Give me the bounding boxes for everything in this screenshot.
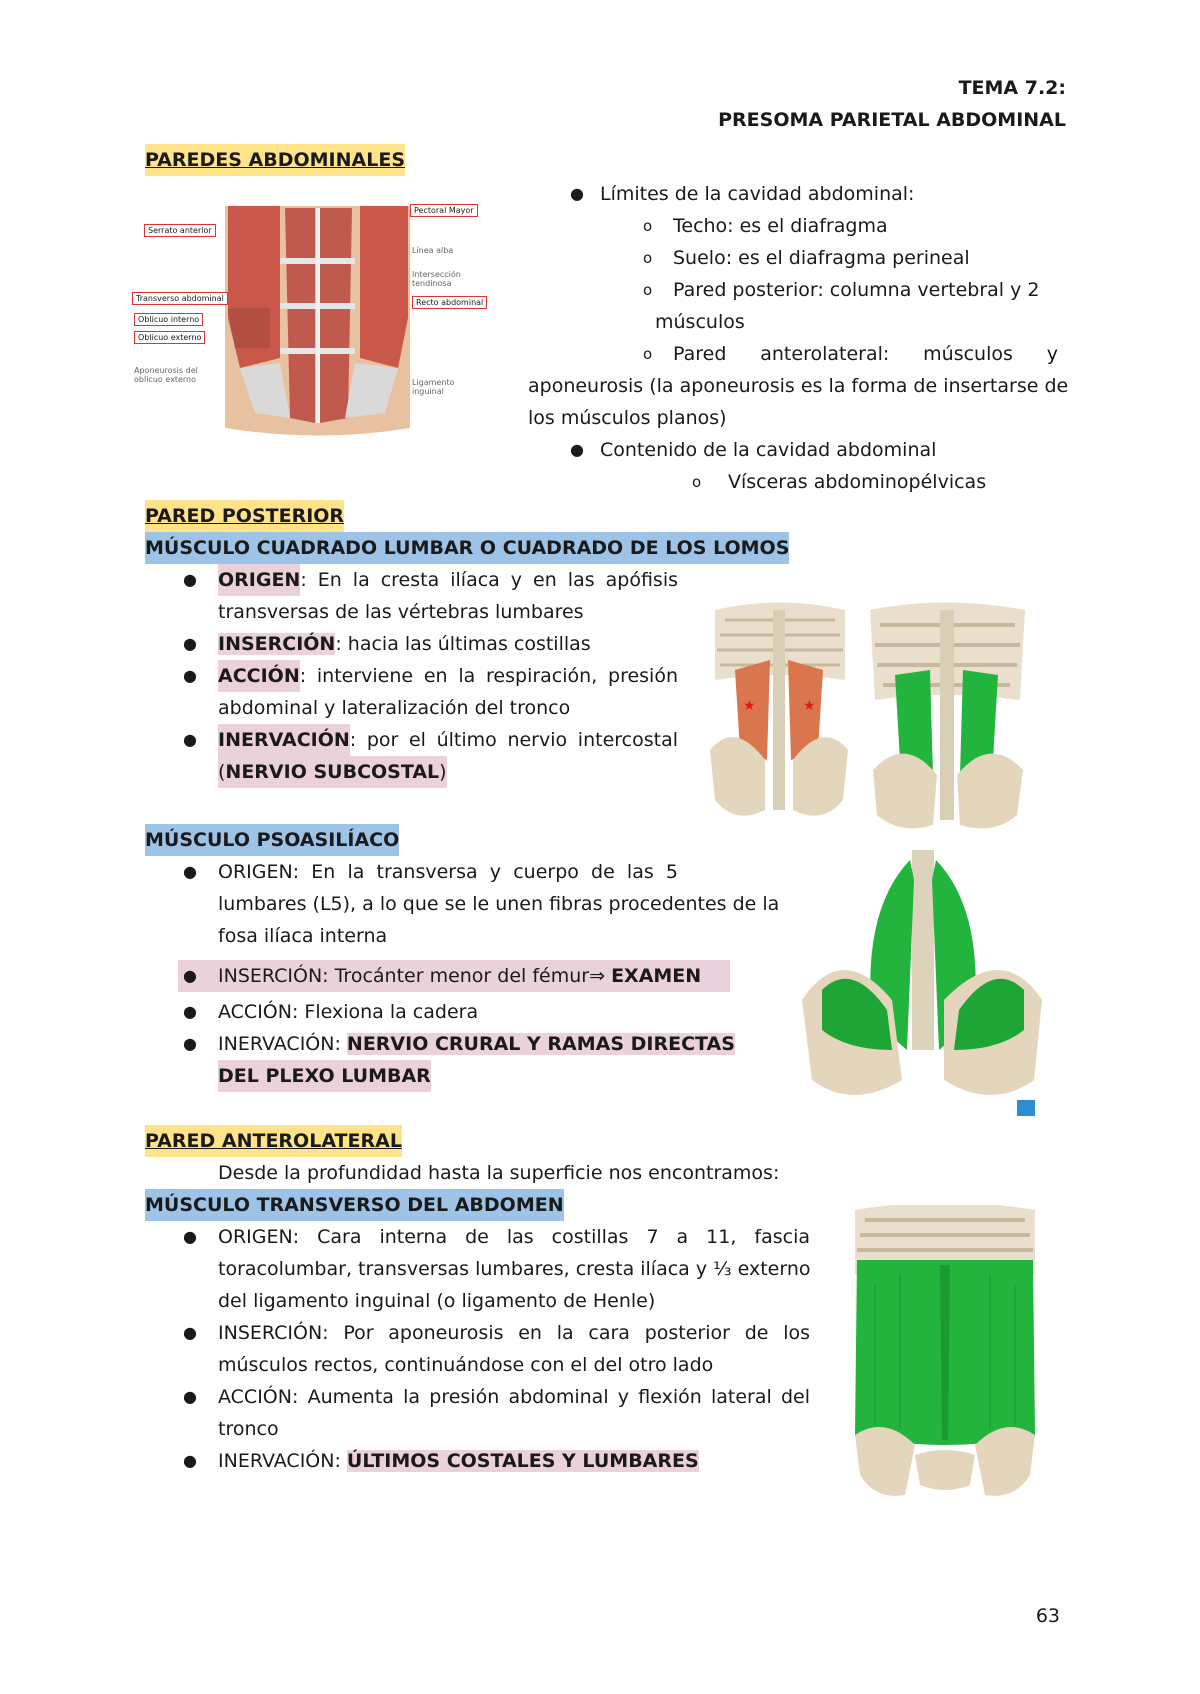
origen-label: ORIGEN [218, 564, 300, 596]
psoas-figure [792, 850, 1052, 1125]
cuadrado-inervacion [218, 724, 678, 756]
sub-bullet: o [643, 217, 653, 235]
psoas-insercion: INSERCIÓN: Trocánter menor del fémur⇒ EXAMEN [218, 965, 702, 987]
accion-label: ACCIÓN [218, 660, 300, 692]
muscle-heading-cuadrado: MÚSCULO CUADRADO LUMBAR O CUADRADO DE LOS LOMOS [145, 532, 789, 564]
bullet: ● [183, 1034, 197, 1053]
psoas-inervacion-2: DEL PLEXO LUMBAR [218, 1060, 431, 1092]
transverso-accion-2: tronco [218, 1418, 279, 1440]
pared-anterolateral-text: Pared anterolateral: músculos y [673, 343, 1058, 365]
inervacion-label: INERVACIÓN [218, 724, 350, 756]
pared-posterior-text: Pared posterior: columna vertebral y 2 [673, 279, 1040, 301]
bullet: ● [183, 570, 197, 589]
bullet: ● [183, 634, 197, 653]
bullet: ● [183, 862, 197, 881]
pared-anterolateral-text-2: aponeurosis (la aponeurosis es la forma de insertarse de [528, 375, 1069, 397]
transverso-inervacion: INERVACIÓN: ÚLTIMOS COSTALES Y LUMBARES [218, 1450, 699, 1472]
label-serrato-anterior: Serrato anterior [144, 224, 216, 237]
bullet: ● [183, 1387, 197, 1406]
cuadrado-inervacion-2: (NERVIO SUBCOSTAL) [218, 756, 447, 788]
examen-tag: EXAMEN [611, 965, 702, 987]
nervio-subcostal: NERVIO SUBCOSTAL [225, 761, 440, 783]
abdominal-wall-figure [130, 198, 500, 443]
cuadrado-insercion [218, 628, 591, 660]
bullet: ● [183, 666, 197, 685]
section-heading-posterior: PARED POSTERIOR [145, 500, 344, 532]
cuadrado-origen-2: transversas de las vértebras lumbares [218, 601, 584, 623]
accion-text: : interviene en la respiración, presión [299, 665, 678, 687]
bullet: ● [183, 1451, 197, 1470]
sub-bullet: o [692, 473, 702, 491]
bullet: ● [183, 1323, 197, 1342]
marker-right: ★ [803, 698, 816, 714]
muscle-heading-psoas: MÚSCULO PSOASILÍACO [145, 824, 399, 856]
label-interseccion: Intersección tendinosa [412, 270, 461, 288]
header-title: PRESOMA PARIETAL ABDOMINAL [718, 109, 1066, 131]
pared-anterolateral-text-3: los músculos planos) [528, 407, 727, 429]
sub-bullet: o [643, 345, 653, 363]
sub-bullet: o [643, 281, 653, 299]
page-number: 63 [1035, 1605, 1060, 1627]
section-heading-anterolateral: PARED ANTEROLATERAL [145, 1125, 402, 1157]
suelo-text: Suelo: es el diafragma perineal [673, 247, 970, 269]
arrow-icon: ⇒ [589, 965, 606, 987]
limites-text: Límites de la cavidad abdominal: [600, 183, 915, 205]
insercion-text: : hacia las últimas costillas [335, 633, 591, 655]
cuadrado-accion-2: abdominal y lateralización del tronco [218, 697, 571, 719]
bullet: ● [570, 440, 584, 459]
techo-text: Techo: es el diafragma [673, 215, 888, 237]
visceras-text: Vísceras abdominopélvicas [728, 471, 987, 493]
psoas-origen: ORIGEN: En la transversa y cuerpo de las 5 [218, 861, 678, 883]
nervio-crural: NERVIO CRURAL Y RAMAS DIRECTAS [346, 1033, 735, 1055]
psoas-accion: ACCIÓN: Flexiona la cadera [218, 1001, 479, 1023]
ultimos-costales: ÚLTIMOS COSTALES Y LUMBARES [346, 1450, 699, 1472]
psoas-illustration [792, 850, 1052, 1125]
marker-left: ★ [743, 698, 756, 714]
bullet: ● [183, 1227, 197, 1246]
transverso-insercion-2: músculos rectos, continuándose con el del otro lado [218, 1354, 714, 1376]
contenido-text: Contenido de la cavidad abdominal [600, 439, 937, 461]
transverso-accion: ACCIÓN: Aumenta la presión abdominal y flexión lateral del [218, 1386, 810, 1408]
bullet: ● [183, 1002, 197, 1021]
section-heading-paredes: PAREDES ABDOMINALES [145, 144, 405, 176]
header-tema: TEMA 7.2: [958, 77, 1066, 99]
label-recto: Recto abdominal [412, 296, 487, 309]
sub-bullet: o [643, 249, 653, 267]
label-pectoral-mayor: Pectoral Mayor [410, 204, 478, 217]
label-ligamento: Ligamento inguinal [412, 378, 455, 396]
anterolateral-intro: Desde la profundidad hasta la superficie nos encontramos: [218, 1162, 780, 1184]
psoas-inervacion: INERVACIÓN: NERVIO CRURAL Y RAMAS DIRECTAS [218, 1033, 735, 1055]
cuadrado-origen [218, 564, 678, 596]
origen-text: : En la cresta ilíaca y en las apófisis [300, 569, 678, 591]
cuadrado-lumbar-illustration [705, 600, 1035, 835]
transverso-origen-2: toracolumbar, transversas lumbares, cresta ilíaca y ⅓ externo [218, 1258, 811, 1280]
transverso-origen-3: del ligamento inguinal (o ligamento de Henle) [218, 1290, 656, 1312]
label-aponeurosis: Aponeurosis del oblicuo externo [134, 366, 198, 384]
psoas-origen-3: fosa ilíaca interna [218, 925, 388, 947]
bullet: ● [183, 966, 197, 985]
transverso-illustration [845, 1205, 1045, 1505]
insercion-label: INSERCIÓN [218, 633, 336, 655]
cuadrado-lumbar-figure [705, 600, 1035, 835]
transverso-figure [845, 1205, 1045, 1505]
label-linea-alba: Línea alba [412, 246, 454, 255]
bullet: ● [183, 730, 197, 749]
transverso-insercion: INSERCIÓN: Por aponeurosis en la cara posterior de los [218, 1322, 810, 1344]
cuadrado-accion [218, 660, 678, 692]
psoas-origen-2: lumbares (L5), a lo que se le unen fibras procedentes de la [218, 893, 780, 915]
bullet: ● [570, 184, 584, 203]
muscle-heading-transverso: MÚSCULO TRANSVERSO DEL ABDOMEN [145, 1189, 564, 1221]
label-oblicuo-externo: Oblicuo externo [134, 331, 205, 344]
pared-posterior-text-2: músculos [655, 311, 745, 333]
label-transverso: Transverso abdominal [132, 292, 228, 305]
transverso-origen: ORIGEN: Cara interna de las costillas 7 a 11, fascia [218, 1226, 810, 1248]
label-oblicuo-interno: Oblicuo interno [134, 313, 203, 326]
inervacion-text: : por el último nervio intercostal [349, 729, 678, 751]
